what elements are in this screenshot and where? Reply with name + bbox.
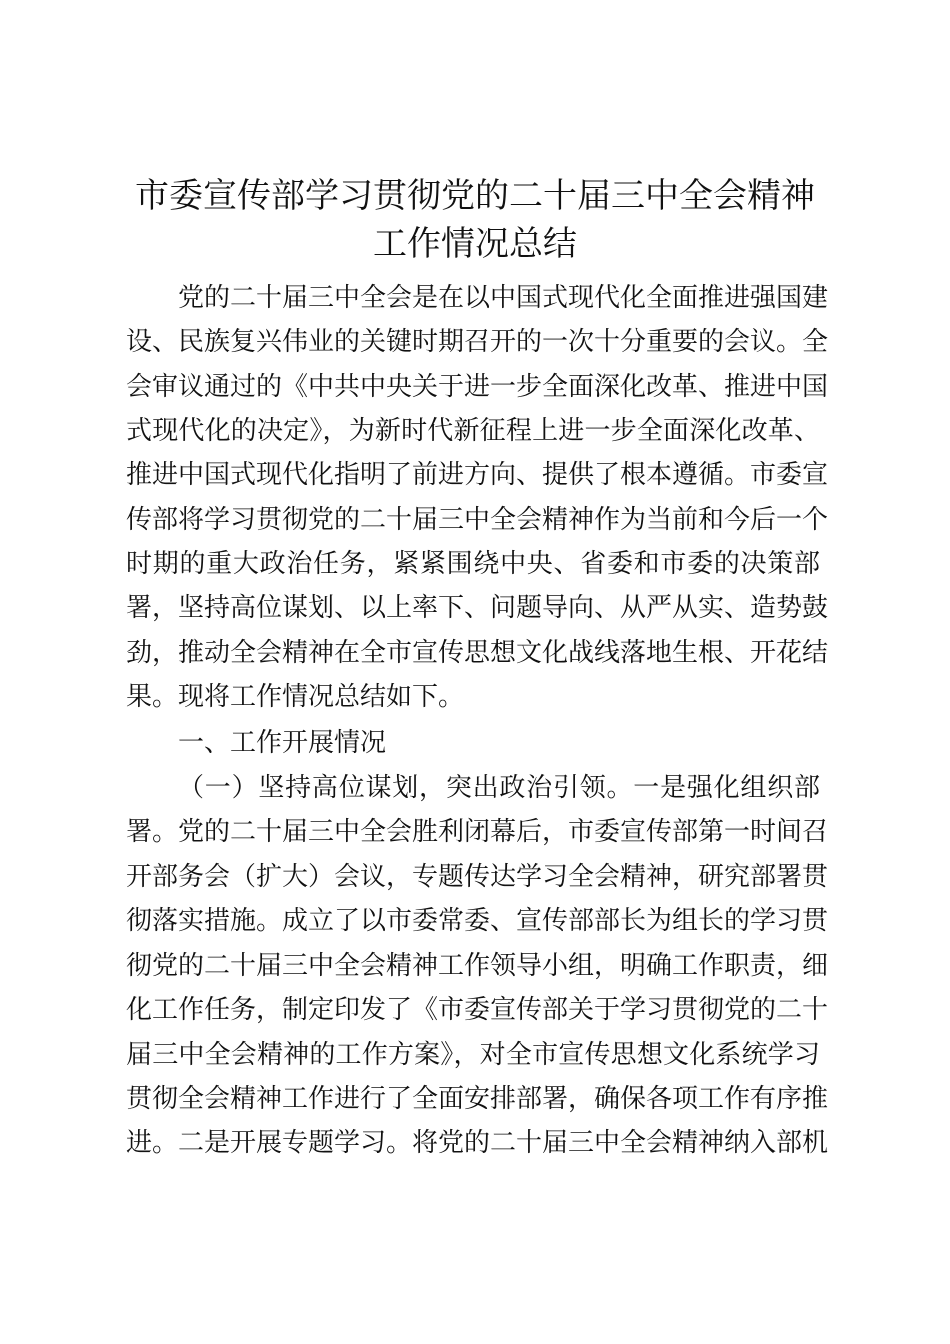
paragraph-line: 传部将学习贯彻党的二十届三中全会精神作为当前和今后一个 <box>126 505 829 535</box>
paragraph-line: 式现代化的决定》，为新时代新征程上进一步全面深化改革、 <box>126 416 820 446</box>
paragraph-line: 设、民族复兴伟业的关键时期召开的一次十分重要的会议。全 <box>126 327 829 357</box>
document-title-line-1: 市委宣传部学习贯彻党的二十届三中全会精神 <box>135 176 815 216</box>
paragraph-line: 彻党的二十届三中全会精神工作领导小组，明确工作职责，细 <box>126 951 829 981</box>
paragraph-line: 届三中全会精神的工作方案》，对全市宣传思想文化系统学习 <box>126 1040 820 1070</box>
paragraph-line: 果。现将工作情况总结如下。 <box>126 682 465 712</box>
paragraph-line: 开部务会（扩大）会议，专题传达学习全会精神，研究部署贯 <box>126 862 829 892</box>
paragraph-line: 贯彻全会精神工作进行了全面安排部署，确保各项工作有序推 <box>126 1084 829 1114</box>
paragraph-line: 党的二十届三中全会是在以中国式现代化全面推进强国建 <box>178 283 829 313</box>
section-heading: 一、工作开展情况 <box>178 728 387 758</box>
paragraph-line: 会审议通过的《中共中央关于进一步全面深化改革、推进中国 <box>126 372 829 402</box>
paragraph-line: 进。二是开展专题学习。将党的二十届三中全会精神纳入部机 <box>126 1128 829 1158</box>
paragraph-line: 劲，推动全会精神在全市宣传思想文化战线落地生根、开花结 <box>126 638 829 668</box>
document-title-line-2: 工作情况总结 <box>373 224 577 264</box>
paragraph-line: 化工作任务，制定印发了《市委宣传部关于学习贯彻党的二十 <box>126 995 829 1025</box>
paragraph-line: 推进中国式现代化指明了前进方向、提供了根本遵循。市委宣 <box>126 460 829 490</box>
paragraph-line: （一）坚持高位谋划，突出政治引领。一是强化组织部 <box>178 773 820 803</box>
paragraph-line: 时期的重大政治任务，紧紧围绕中央、省委和市委的决策部 <box>126 549 820 579</box>
paragraph-line: 署，坚持高位谋划、以上率下、问题导向、从严从实、造势鼓 <box>126 593 829 623</box>
paragraph-line: 署。党的二十届三中全会胜利闭幕后，市委宣传部第一时间召 <box>126 817 829 847</box>
paragraph-line: 彻落实措施。成立了以市委常委、宣传部部长为组长的学习贯 <box>126 906 829 936</box>
